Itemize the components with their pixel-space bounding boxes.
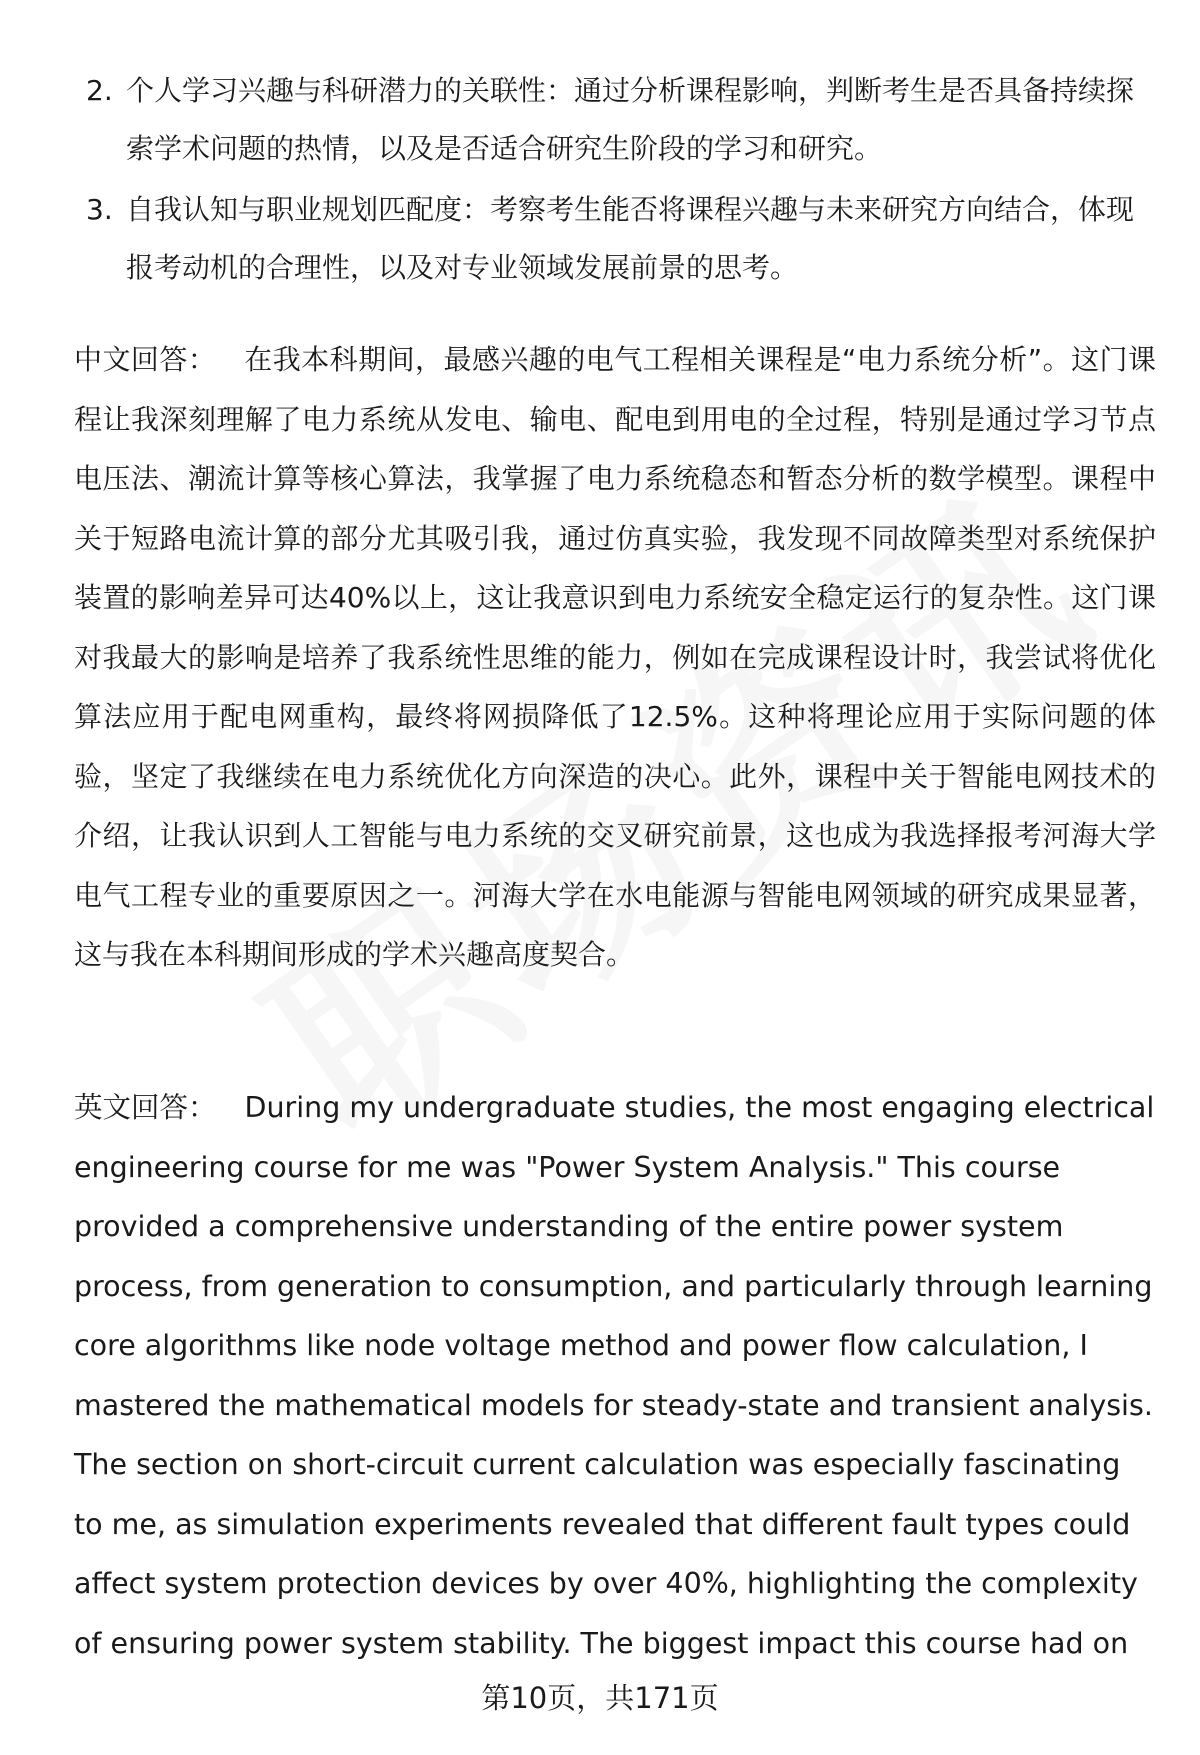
criteria-list [74,62,1154,300]
list-item-number: 2. [86,74,113,107]
chinese-answer-paragraph [74,330,1156,985]
english-answer-text: During my undergraduate studies, the most engaging electrical engineering course for me was "Power System Analysis." This course provided a comprehensive understanding of the entire power system process, from generation to consumption, and particularly through learning core algorithms like node voltage method and power flow calculation, I mastered the mathematical models for steady-state and transient analysis. The section on short-circuit current calculation was especially fascinating to me, as simulation experiments revealed that different fault types could affect system protection devices by over 40%, highlighting the complexity of ensuring power system stability. The biggest impact this course had on [74,1091,1155,1660]
page-indicator: 第10页，共171页 [481,1681,719,1715]
english-answer-paragraph [74,1078,1156,1673]
list-item-text: 自我认知与职业规划匹配度：考察考生能否将课程兴趣与未来研究方向结合，体现报考动机的合理性，以及对专业领域发展前景的思考。 [126,193,1135,284]
page-footer [0,1668,1200,1728]
chinese-answer-label: 中文回答： [74,343,217,376]
list-item-text: 个人学习兴趣与科研潜力的关联性：通过分析课程影响，判断考生是否具备持续探索学术问题的热情，以及是否适合研究生阶段的学习和研究。 [126,74,1135,165]
chinese-answer-text: 在我本科期间，最感兴趣的电气工程相关课程是“电力系统分析”。这门课程让我深刻理解了电力系统从发电、输电、配电到用电的全过程，特别是通过学习节点电压法、潮流计算等核心算法，我掌握了电力系统稳态和暂态分析的数学模型。课程中关于短路电流计算的部分尤其吸引我，通过仿真实验，我发现不同故障类型对系统保护装置的影响差异可达40%以上，这让我意识到电力系统安全稳定运行的复杂性。这门课对我最大的影响是培养了我系统性思维的能力，例如在完成课程设计时，我尝试将优化算法应用于配电网重构，最终将网损降低了12.5%。这种将理论应用于实际问题的体验，坚定了我继续在电力系统优化方向深造的决心。此外，课程中关于智能电网技术的介绍，让我认识到人工智能与电力系统的交叉研究前景，这也成为我选择报考河海大学电气工程专业的重要原因之一。河海大学在水电能源与智能电网领域的研究成果显著，这与我在本科期间形成的学术兴趣高度契合。 [74,343,1156,971]
list-item [74,181,1154,297]
english-answer-label: 英文回答： [74,1091,217,1124]
list-item-number: 3. [86,193,113,226]
list-item [74,62,1154,178]
